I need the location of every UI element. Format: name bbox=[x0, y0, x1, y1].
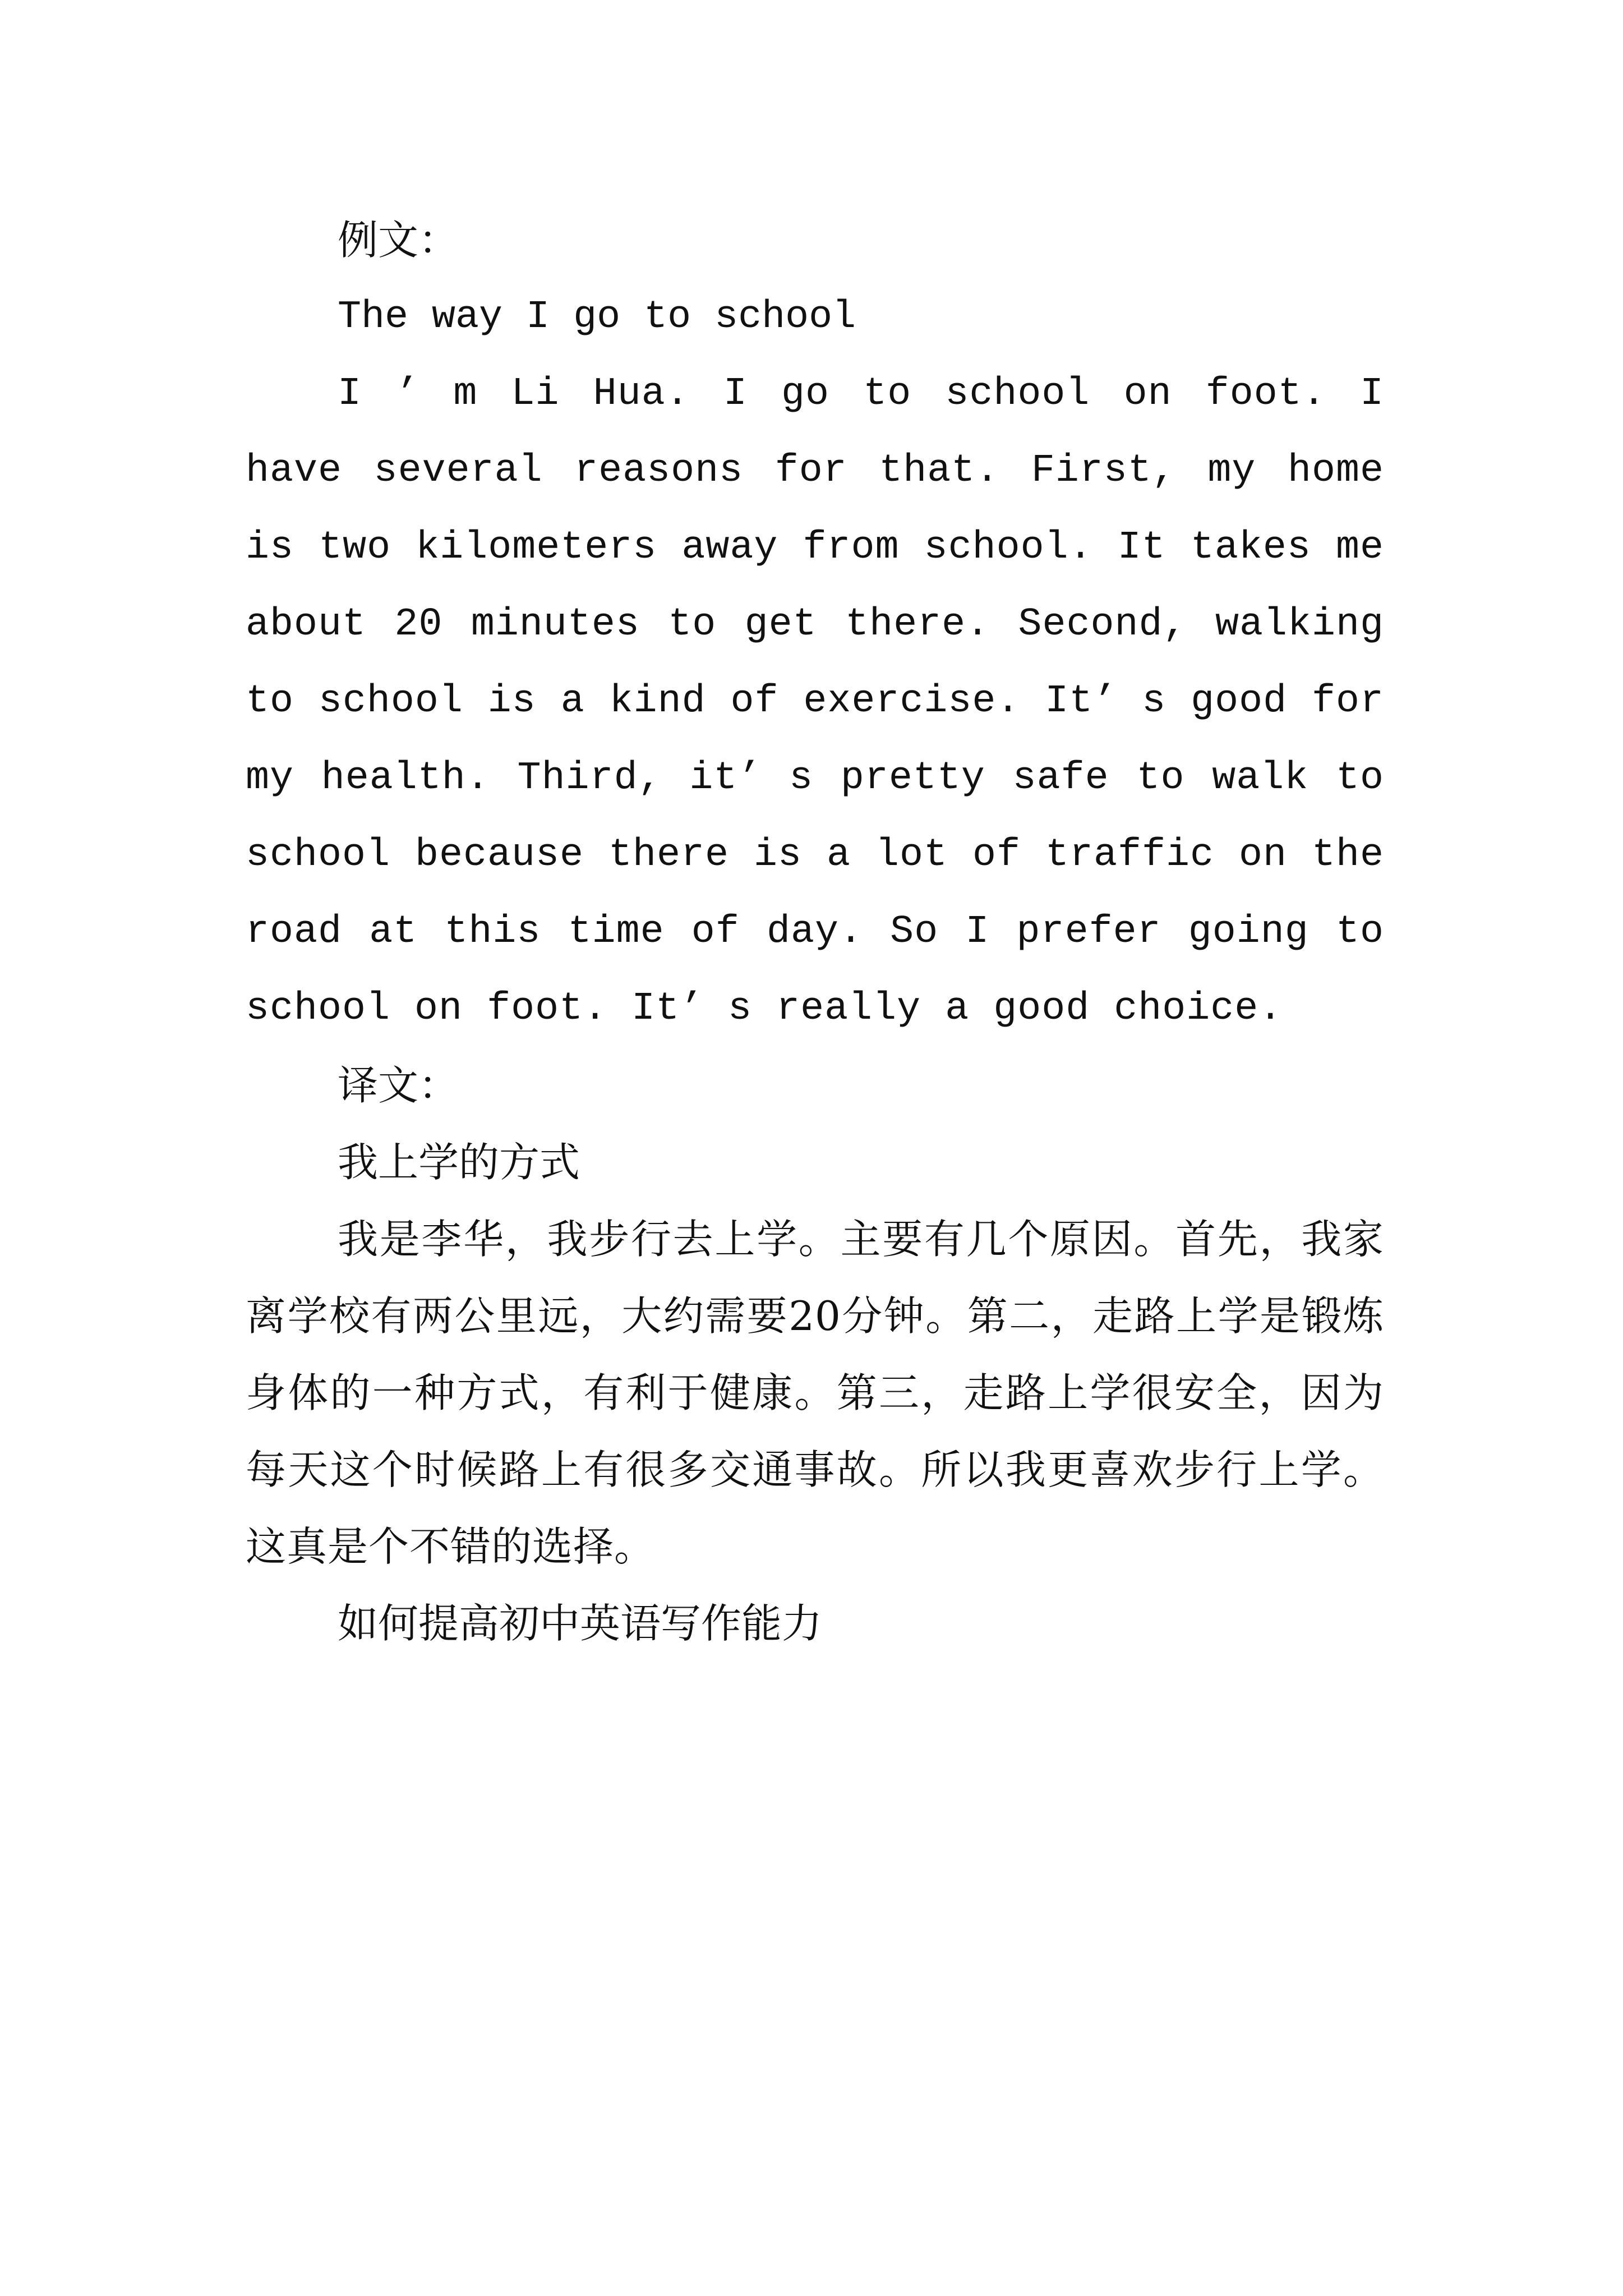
next-section-heading: 如何提高初中英语写作能力 bbox=[338, 1600, 823, 1647]
chinese-essay-body: 我是李华，我步行去上学。主要有几个原因。首先，我家离学校有两公里远，大约需要20分钟。第二，走路上学是锻炼身体的一种方式，有利于健康。第三，走路上学很安全，因为每天这个时候路上有很多交通事故。所以我更喜欢步行上学。这真是个不错的选择。 bbox=[246, 1216, 1384, 1570]
english-essay-body: I ’ m Li Hua. I go to school on foot. I have several reasons for that. First, my home is two kilometers away from school. It takes me about 20 minutes to get there. Second, walking to school is a kind of exercise. It’ s good for my health. Third, it’ s pretty safe to walk to school because there is a lot of traffic on the road at this time of day. So I prefer going to school on foot. It’ s really a good choice. bbox=[246, 372, 1384, 1031]
chinese-essay-title: 我上学的方式 bbox=[338, 1139, 580, 1186]
document-body bbox=[246, 202, 1384, 1662]
english-essay-title: The way I go to school bbox=[338, 295, 856, 339]
example-label: 例文： bbox=[338, 217, 459, 264]
translation-label: 译文： bbox=[338, 1062, 459, 1109]
